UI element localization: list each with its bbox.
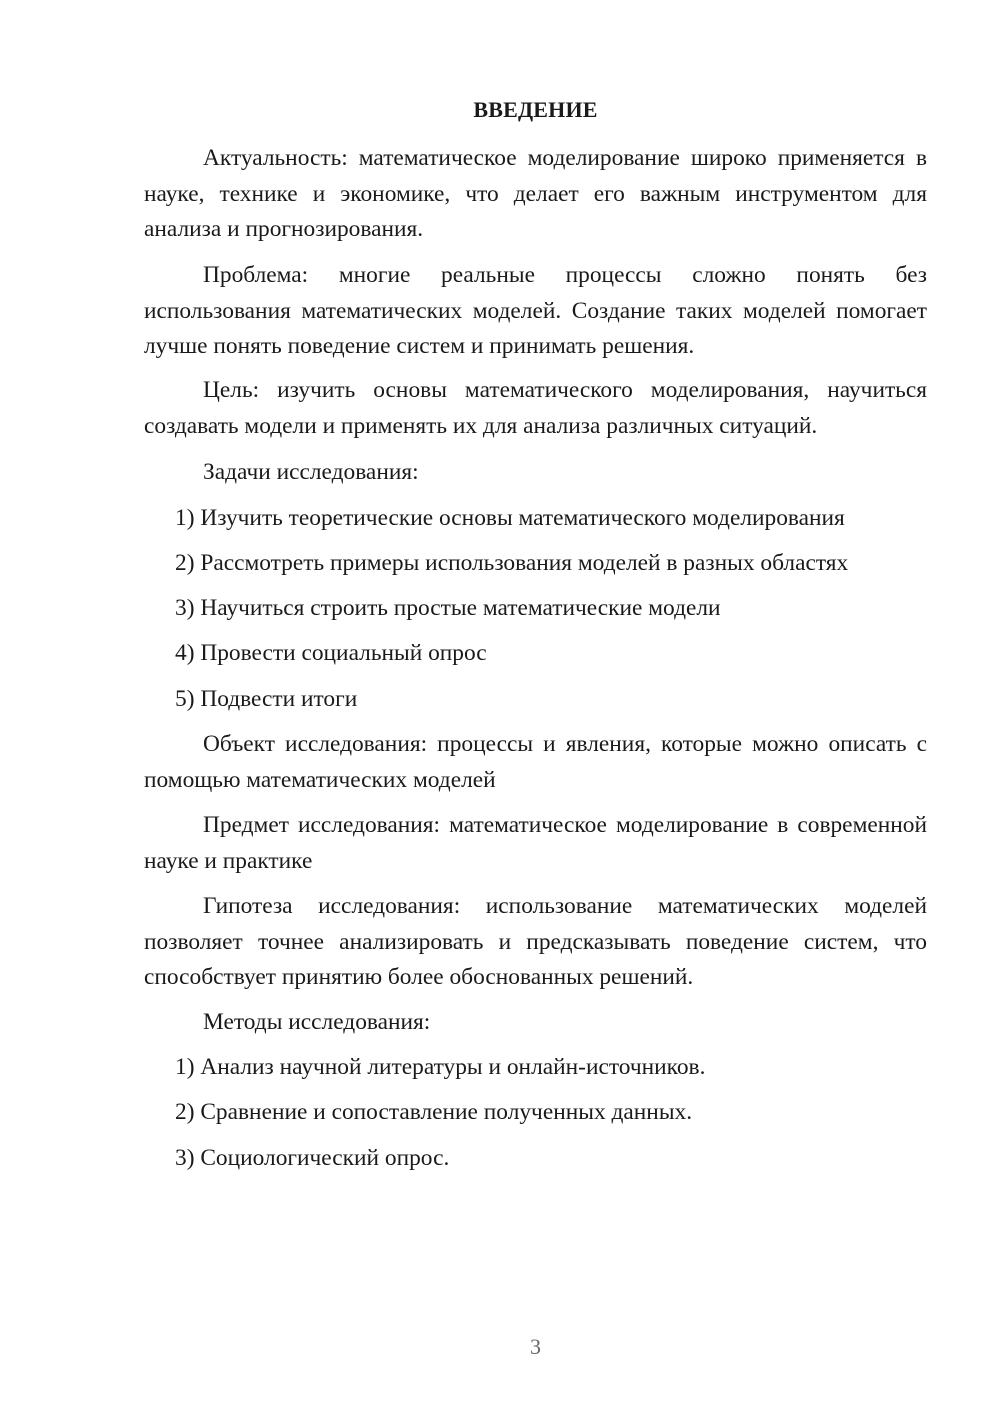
method-item: 2) Сравнение и сопоставление полученных данных. <box>175 1099 693 1125</box>
method-item: 3) Социологический опрос. <box>175 1145 450 1171</box>
subject-paragraph: Предмет исследования: математическое моделирование в современной науке и практике <box>144 812 927 874</box>
task-item: 4) Провести социальный опрос <box>175 640 487 666</box>
task-item: 2) Рассмотреть примеры использования моделей в разных областях <box>175 550 849 576</box>
relevance-paragraph: Актуальность: математическое моделирование широко применяется в науке, технике и экономике, что делает его важным инструментом для анализа и прогнозирования. <box>144 145 927 242</box>
problem-paragraph: Проблема: многие реальные процессы сложно понять без использования математических моделей. Создание таких моделей помогает лучше понять поведение систем и принимать решения. <box>144 262 927 359</box>
tasks-heading: Задачи исследования: <box>203 459 419 485</box>
page-number: 3 <box>530 1334 541 1359</box>
goal-paragraph: Цель: изучить основы математического моделирования, научиться создавать модели и применять их для анализа различных ситуаций. <box>144 377 927 439</box>
task-item: 1) Изучить теоретические основы математического моделирования <box>175 505 845 531</box>
method-item: 1) Анализ научной литературы и онлайн-источников. <box>175 1054 706 1080</box>
task-item: 5) Подвести итоги <box>175 686 358 712</box>
hypothesis-paragraph: Гипотеза исследования: использование математических моделей позволяет точнее анализировать и предсказывать поведение систем, что способствует принятию более обоснованных решений. <box>144 893 927 990</box>
task-item: 3) Научиться строить простые математические модели <box>175 595 721 621</box>
object-paragraph: Объект исследования: процессы и явления, которые можно описать с помощью математических моделей <box>144 731 927 793</box>
methods-heading: Методы исследования: <box>203 1009 431 1035</box>
section-title: ВВЕДЕНИЕ <box>473 97 598 122</box>
